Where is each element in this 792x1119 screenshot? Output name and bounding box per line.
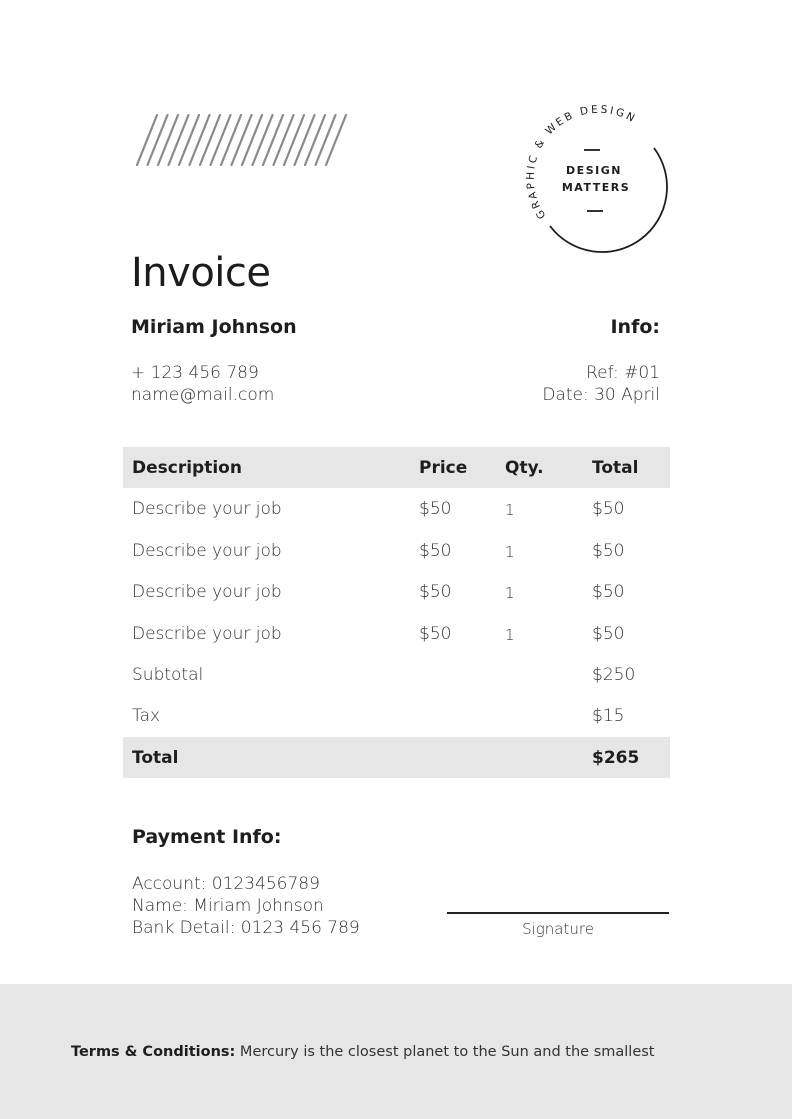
contact-details <box>131 362 274 406</box>
phone-number: + 123 456 789 <box>131 363 259 383</box>
header-qty: Qty. <box>505 458 544 478</box>
row-description: Describe your job <box>132 582 282 603</box>
total-row <box>123 737 670 778</box>
row-description: Describe your job <box>132 623 282 644</box>
payment-name: Name: Miriam Johnson <box>132 896 324 916</box>
signature-label: Signature <box>522 920 594 938</box>
logo-line-1: DESIGN <box>566 164 622 177</box>
payment-account: Account: 0123456789 <box>132 874 320 894</box>
row-description: Describe your job <box>132 540 282 561</box>
header-description: Description <box>132 458 242 478</box>
subtotal-row <box>123 654 670 695</box>
client-name: Miriam Johnson <box>131 316 297 338</box>
table-row <box>123 571 670 612</box>
total-value: $265 <box>592 747 640 768</box>
terms-and-conditions <box>71 1044 654 1060</box>
row-price: $50 <box>419 623 452 644</box>
invoice-title: Invoice <box>131 250 271 296</box>
payment-details <box>132 873 360 939</box>
row-price: $50 <box>419 540 452 561</box>
row-price: $50 <box>419 582 452 603</box>
terms-text: Mercury is the closest planet to the Sun and the smallest <box>235 1044 655 1060</box>
info-label: Info: <box>610 316 660 338</box>
row-qty: 1 <box>505 584 515 603</box>
header-price: Price <box>419 458 468 478</box>
table-row <box>123 613 670 654</box>
design-matters-logo <box>520 104 670 254</box>
row-price: $50 <box>419 499 452 520</box>
logo-arc-text: GRAPHIC & WEB DESIGN <box>524 104 639 221</box>
invoice-table <box>123 447 670 778</box>
total-label: Total <box>132 747 179 768</box>
table-row <box>123 488 670 529</box>
tax-label: Tax <box>132 706 161 727</box>
payment-info-title: Payment Info: <box>132 826 282 848</box>
terms-label: Terms & Conditions: <box>71 1044 236 1060</box>
row-total: $50 <box>592 540 625 561</box>
invoice-info <box>542 362 660 406</box>
row-total: $50 <box>592 582 625 603</box>
row-description: Describe your job <box>132 499 282 520</box>
signature-line <box>447 912 669 914</box>
row-total: $50 <box>592 623 625 644</box>
email-address: name@mail.com <box>131 385 275 405</box>
row-qty: 1 <box>505 542 515 561</box>
logo-line-2: MATTERS <box>561 181 631 194</box>
tax-value: $15 <box>592 706 625 727</box>
row-qty: 1 <box>505 501 515 520</box>
table-header <box>123 447 670 488</box>
header-total: Total <box>592 458 639 478</box>
row-total: $50 <box>592 499 625 520</box>
table-row <box>123 530 670 571</box>
tax-row <box>123 695 670 736</box>
subtotal-label: Subtotal <box>132 664 204 685</box>
subtotal-value: $250 <box>592 664 636 685</box>
row-qty: 1 <box>505 625 515 644</box>
hatch-decoration-icon <box>135 114 351 166</box>
payment-bank-detail: Bank Detail: 0123 456 789 <box>132 918 360 938</box>
invoice-ref: Ref: #01 <box>586 363 660 383</box>
invoice-date: Date: 30 April <box>542 385 660 405</box>
